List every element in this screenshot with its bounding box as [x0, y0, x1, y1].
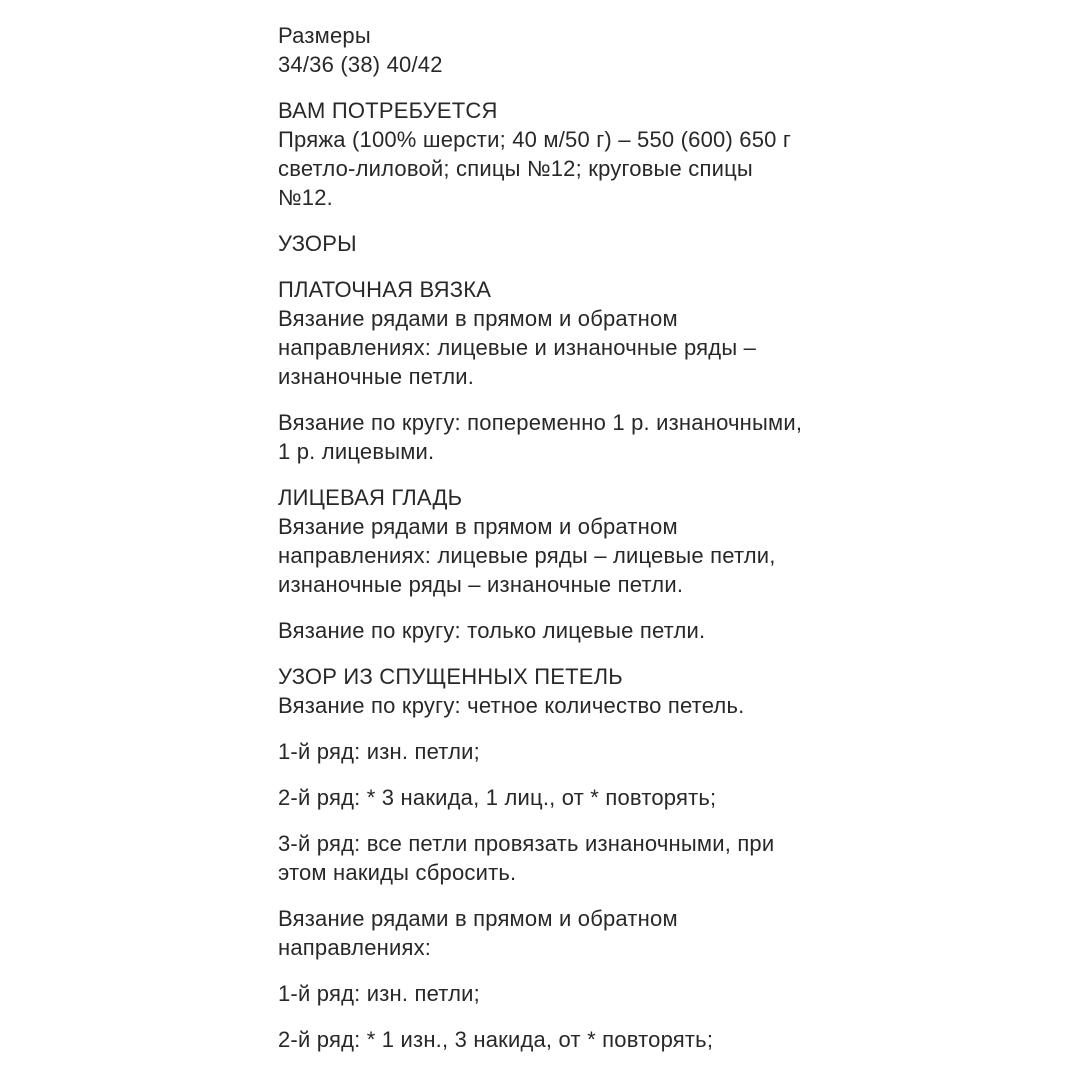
- flat-row-1: [278, 979, 838, 1008]
- materials-section: [278, 96, 838, 212]
- text-line: ВАМ ПОТРЕБУЕТСЯ: [278, 98, 498, 123]
- text-line: 2-й ряд: * 3 накида, 1 лиц., от * повторять;: [278, 785, 717, 810]
- round-row-2: [278, 783, 838, 812]
- text-line: этом накиды сбросить.: [278, 860, 517, 885]
- text-line: Вязание по кругу: попеременно 1 р. изнаночными,: [278, 410, 803, 435]
- text-line: изнаночные петли.: [278, 364, 475, 389]
- dropped-stitch-pattern-section: [278, 662, 838, 720]
- text-line: 3-й ряд: все петли провязать изнаночными, при: [278, 831, 775, 856]
- text-line: Вязание рядами в прямом и обратном: [278, 514, 678, 539]
- garter-stitch-in-round: [278, 408, 838, 466]
- text-line: Размеры: [278, 23, 371, 48]
- stockinette-section: [278, 483, 838, 599]
- text-line: направлениях: лицевые ряды – лицевые петли,: [278, 543, 776, 568]
- text-line: изнаночные ряды – изнаночные петли.: [278, 572, 684, 597]
- text-line: 2-й ряд: * 1 изн., 3 накида, от * повторять;: [278, 1027, 714, 1052]
- text-line: направлениях:: [278, 935, 432, 960]
- text-line: 1-й ряд: изн. петли;: [278, 981, 480, 1006]
- text-line: 1 р. лицевыми.: [278, 439, 435, 464]
- text-line: Пряжа (100% шерсти; 40 м/50 г) – 550 (600) 650 г: [278, 127, 792, 152]
- sizes-section: [278, 21, 838, 79]
- text-line: 34/36 (38) 40/42: [278, 52, 443, 77]
- text-line: УЗОР ИЗ СПУЩЕННЫХ ПЕТЕЛЬ: [278, 664, 623, 689]
- round-row-3: [278, 829, 838, 887]
- text-line: №12.: [278, 185, 333, 210]
- text-line: Вязание рядами в прямом и обратном: [278, 906, 678, 931]
- pattern-text-column: [278, 21, 838, 1054]
- garter-stitch-section: [278, 275, 838, 391]
- text-line: Вязание рядами в прямом и обратном: [278, 306, 678, 331]
- text-line: Вязание по кругу: только лицевые петли.: [278, 618, 706, 643]
- flat-row-2: [278, 1025, 838, 1054]
- text-line: светло-лиловой; спицы №12; круговые спицы: [278, 156, 753, 181]
- text-line: Вязание по кругу: четное количество петель.: [278, 693, 745, 718]
- round-row-1: [278, 737, 838, 766]
- text-line: УЗОРЫ: [278, 231, 357, 256]
- flat-knitting-intro: [278, 904, 838, 962]
- text-line: направлениях: лицевые и изнаночные ряды –: [278, 335, 757, 360]
- text-line: ПЛАТОЧНАЯ ВЯЗКА: [278, 277, 492, 302]
- text-line: ЛИЦЕВАЯ ГЛАДЬ: [278, 485, 463, 510]
- patterns-heading: [278, 229, 838, 258]
- stockinette-in-round: [278, 616, 838, 645]
- text-line: 1-й ряд: изн. петли;: [278, 739, 480, 764]
